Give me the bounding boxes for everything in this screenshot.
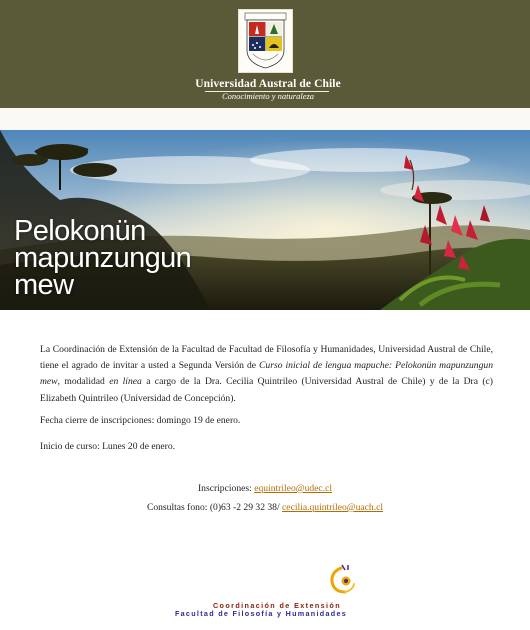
footer-faculty: Facultad de Filosofía y Humanidades [174, 609, 348, 618]
registration-email-link[interactable]: equintrileo@udec.cl [254, 483, 333, 494]
inquiries-email-link[interactable]: cecilia.quintrileo@uach.cl [282, 502, 384, 513]
university-crest-icon [238, 9, 293, 73]
banner-image [0, 130, 530, 310]
intro-text: a cargo de la Dra. Cecilia Quintrileo (Universidad Austral de Chile) y de la Dra (c) Elizabeth Quintrileo (Universidad de Concepción). [40, 376, 494, 404]
intro-text: La Coordinación de Extensión de la Facultad de Facultad de Filosofía y Humanidades, Universidad Austral de Chile, tiene el agrado de invitar a usted a Segunda Versión de [40, 344, 493, 372]
banner-title [14, 215, 244, 301]
sun-eye-icon [327, 562, 359, 598]
registration-deadline: Fecha cierre de inscripciones: domingo 19 de enero. [40, 415, 241, 426]
header-spacer [0, 108, 530, 130]
registration-line [0, 483, 530, 494]
university-motto: Conocimiento y naturaleza [221, 91, 315, 101]
inquiries-label: Consultas fono: (0)63 -2 29 32 38/ [146, 502, 283, 513]
intro-text: , modalidad [57, 376, 110, 388]
banner-title-line: mapunzungun [14, 242, 192, 274]
banner-title-line: Pelokonün [14, 215, 146, 247]
course-start: Inicio de curso: Lunes 20 de enero. [40, 441, 176, 452]
course-title: Curso inicial de lengua mapuche: Pelokonün mapunzungun mew [40, 360, 493, 388]
banner-title-line: mew [14, 269, 74, 301]
header-bar [0, 0, 530, 108]
registration-label: Inscripciones: [197, 483, 255, 494]
university-name: Universidad Austral de Chile [195, 78, 341, 90]
footer-coordination: Coordinación de Extensión [212, 601, 342, 610]
intro-paragraph [40, 342, 493, 407]
inquiries-line [0, 502, 530, 513]
course-mode: en línea [109, 376, 142, 388]
